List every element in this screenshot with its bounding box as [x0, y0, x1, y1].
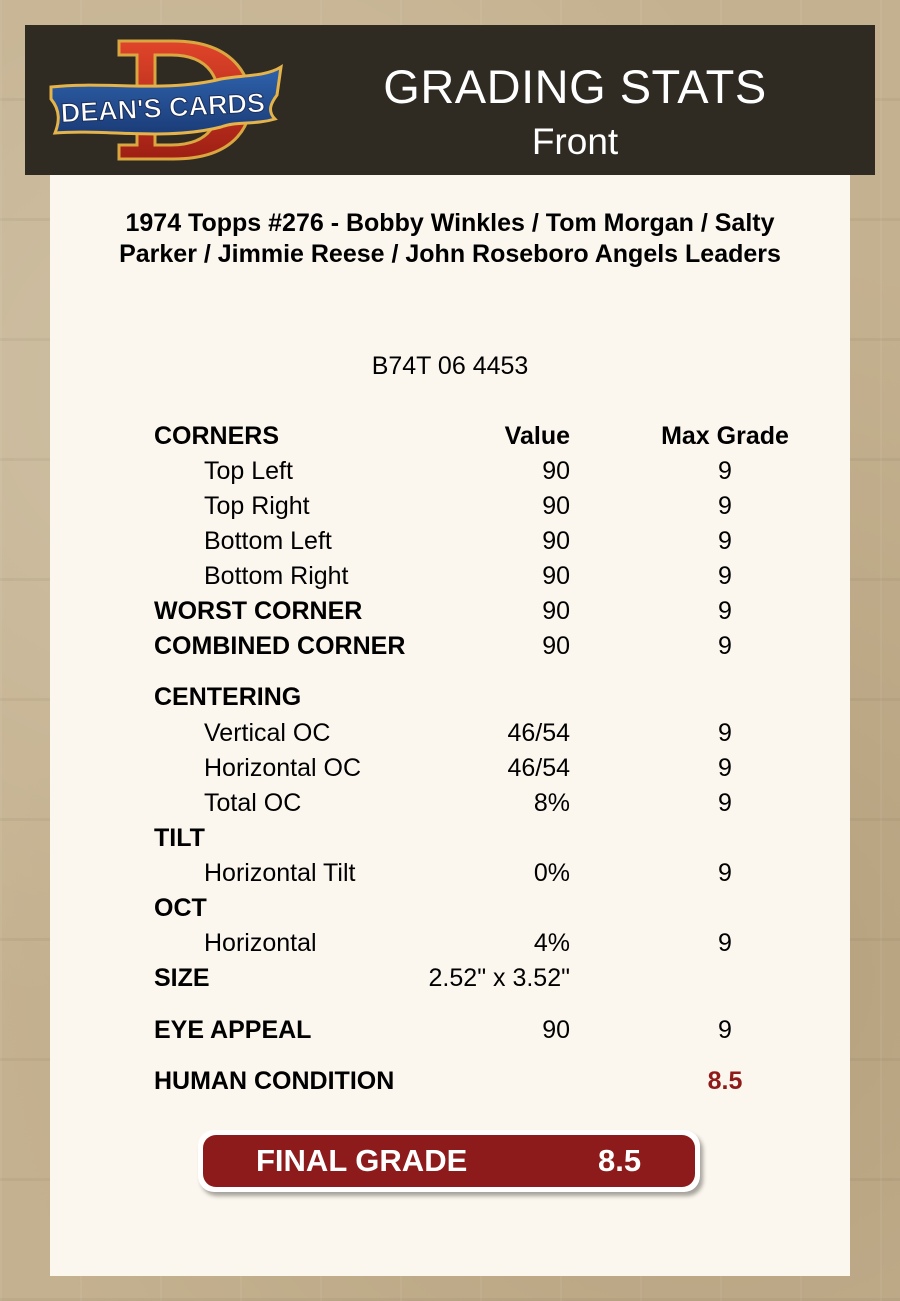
- cert-number: B74T 06 4453: [371, 352, 529, 380]
- header-bar: [25, 25, 875, 175]
- bottom-left-row: [50, 524, 850, 558]
- card-title: 1974 Topps #276 - Bobby Winkles / Tom Morgan / Salty Parker / Jimmie Reese / John Roseboro Angels Leaders: [119, 209, 781, 268]
- vertical-oc-grade: 9: [718, 719, 732, 747]
- horizontal-oc-value: 46/54: [507, 754, 570, 782]
- size-row: [50, 961, 850, 995]
- combined-corner-grade: 9: [718, 632, 732, 660]
- total-oc-value: 8%: [533, 789, 570, 817]
- top-left-grade: 9: [718, 457, 732, 485]
- worst-corner-label: WORST CORNER: [154, 597, 363, 625]
- page-subtitle: Front: [531, 121, 619, 162]
- size-label: SIZE: [154, 964, 210, 992]
- tilt-header-row: [50, 821, 850, 855]
- horizontal-oc-grade: 9: [718, 754, 732, 782]
- vertical-oc-label: Vertical OC: [204, 719, 331, 747]
- bottom-right-value: 90: [542, 562, 570, 590]
- bottom-left-value: 90: [542, 527, 570, 555]
- total-oc-row: [50, 786, 850, 820]
- centering-header-row: [50, 680, 850, 714]
- oct-horizontal-value: 4%: [533, 929, 570, 957]
- deans-cards-logo: [45, 37, 285, 163]
- value-column-header: Value: [504, 422, 570, 450]
- top-left-row: [50, 454, 850, 488]
- bottom-left-label: Bottom Left: [204, 527, 332, 555]
- stats-panel: [50, 175, 850, 1276]
- eye-appeal-label: EYE APPEAL: [154, 1016, 312, 1044]
- worst-corner-grade: 9: [718, 597, 732, 625]
- combined-corner-label: COMBINED CORNER: [154, 632, 406, 660]
- oct-heading: OCT: [154, 894, 207, 922]
- eye-appeal-row: [50, 1013, 850, 1047]
- total-oc-label: Total OC: [204, 789, 302, 817]
- horizontal-tilt-row: [50, 856, 850, 890]
- top-left-value: 90: [542, 457, 570, 485]
- top-right-value: 90: [542, 492, 570, 520]
- corners-heading: CORNERS: [154, 422, 280, 450]
- total-oc-grade: 9: [718, 789, 732, 817]
- eye-appeal-grade: 9: [718, 1016, 732, 1044]
- horizontal-oc-row: [50, 751, 850, 785]
- final-grade-value: 8.5: [598, 1143, 642, 1178]
- bottom-right-row: [50, 559, 850, 593]
- oct-horizontal-grade: 9: [718, 929, 732, 957]
- human-condition-label: HUMAN CONDITION: [154, 1067, 395, 1095]
- final-grade-label: FINAL GRADE: [256, 1143, 468, 1178]
- corners-header-row: [50, 419, 850, 453]
- horizontal-oc-label: Horizontal OC: [204, 754, 361, 782]
- vertical-oc-value: 46/54: [507, 719, 570, 747]
- worst-corner-row: [50, 594, 850, 628]
- final-grade-bar: [203, 1135, 695, 1187]
- oct-horizontal-label: Horizontal: [204, 929, 317, 957]
- human-condition-grade: 8.5: [707, 1067, 743, 1095]
- human-condition-row: [50, 1064, 850, 1098]
- bottom-right-grade: 9: [718, 562, 732, 590]
- combined-corner-value: 90: [542, 632, 570, 660]
- bottom-left-grade: 9: [718, 527, 732, 555]
- tilt-heading: TILT: [154, 824, 205, 852]
- worst-corner-value: 90: [542, 597, 570, 625]
- horizontal-tilt-label: Horizontal Tilt: [204, 859, 356, 887]
- top-right-grade: 9: [718, 492, 732, 520]
- max-grade-column-header: Max Grade: [661, 422, 789, 450]
- page-title: GRADING STATS: [383, 60, 767, 113]
- final-grade-badge: [198, 1130, 700, 1192]
- size-value: 2.52" x 3.52": [428, 964, 570, 992]
- vertical-oc-row: [50, 716, 850, 750]
- top-right-row: [50, 489, 850, 523]
- horizontal-tilt-grade: 9: [718, 859, 732, 887]
- oct-header-row: [50, 891, 850, 925]
- combined-corner-row: [50, 629, 850, 663]
- top-left-label: Top Left: [204, 457, 293, 485]
- centering-heading: CENTERING: [154, 683, 302, 711]
- horizontal-tilt-value: 0%: [533, 859, 570, 887]
- top-right-label: Top Right: [204, 492, 310, 520]
- svg-text:DEAN'S CARDS: DEAN'S CARDS: [59, 87, 266, 129]
- oct-horizontal-row: [50, 926, 850, 960]
- bottom-right-label: Bottom Right: [204, 562, 349, 590]
- eye-appeal-value: 90: [542, 1016, 570, 1044]
